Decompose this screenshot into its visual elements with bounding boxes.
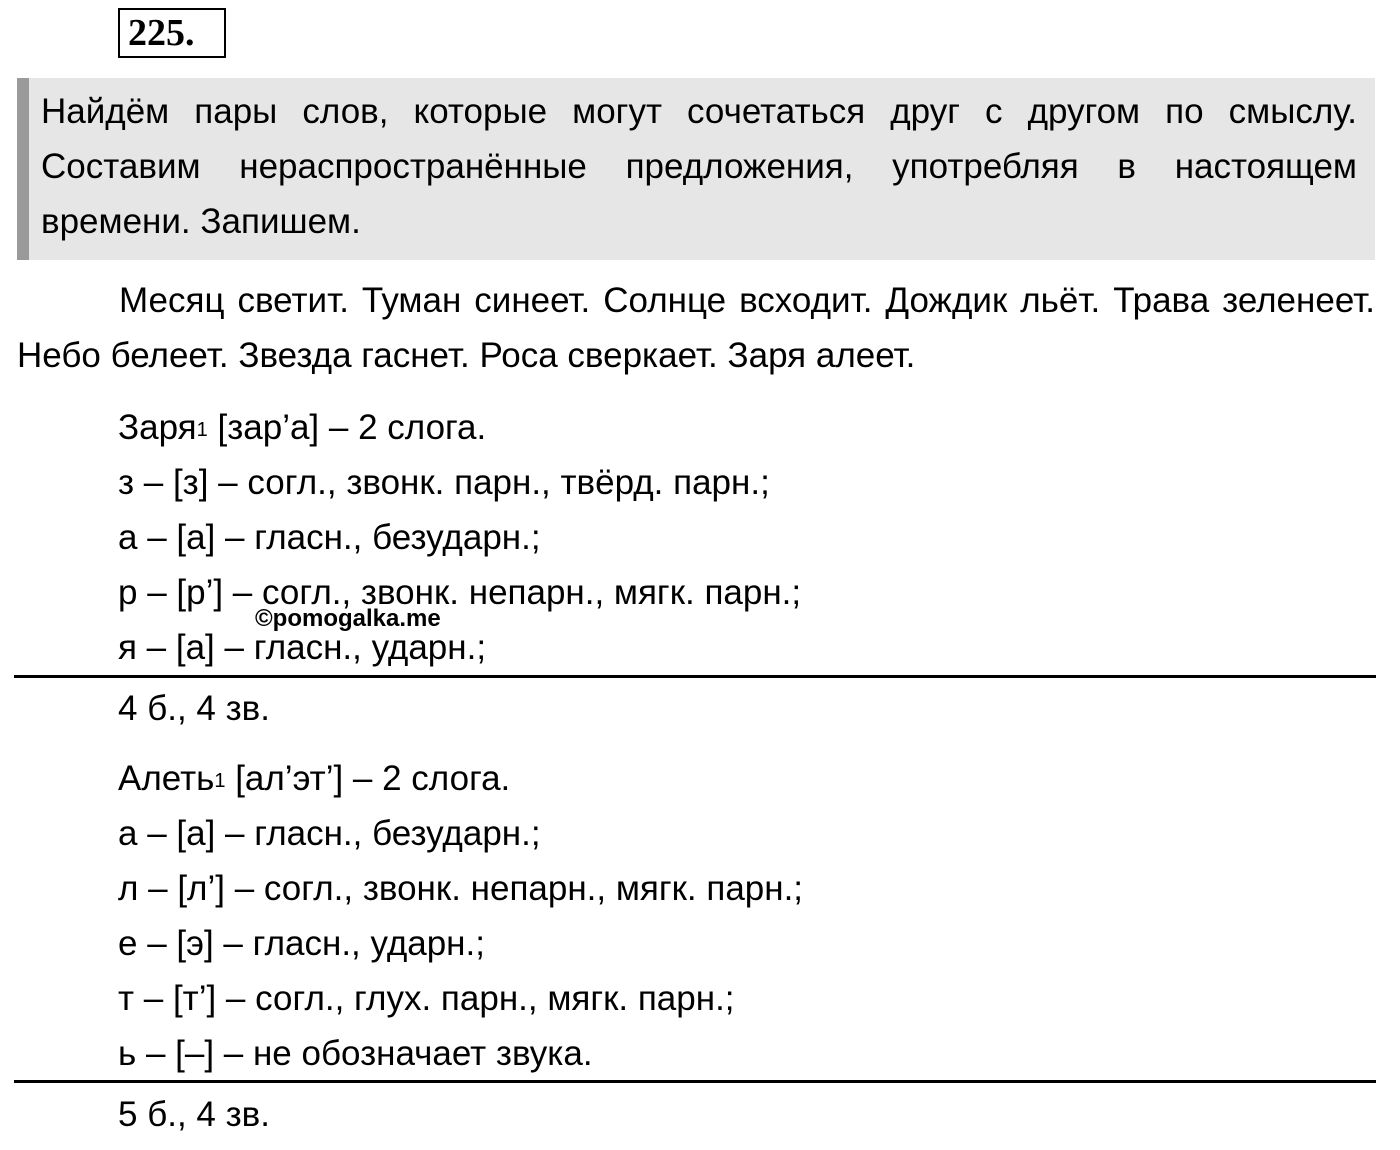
analysis2-transcription: [ал’эт’] – 2 слога. — [225, 759, 511, 798]
task-block — [17, 78, 1375, 260]
exercise-number: 225. — [118, 8, 226, 58]
task-text: Найдём пары слов, которые могут сочетаться друг с другом по смыслу. Составим нераспространённые предложения, употребляя в настоящем времени. Запишем. — [41, 92, 1357, 241]
analysis2-letter-line: л – [л’] – согл., звонк. непарн., мягк. парн.; — [118, 869, 804, 908]
task-accent-bar — [17, 78, 29, 260]
analysis2-letter-line: а – [а] – гласн., безударн.; — [118, 814, 541, 853]
analysis1-letter-line: а – [а] – гласн., безударн.; — [118, 518, 541, 557]
analysis2-word: Алеть — [118, 759, 215, 798]
divider-line — [14, 675, 1376, 678]
analysis1-footnote: 1 — [196, 419, 208, 441]
analysis2-letter-line: ь – [–] – не обозначает звука. — [118, 1034, 593, 1073]
analysis1-letter-line: з – [з] – согл., звонк. парн., твёрд. парн.; — [118, 463, 770, 502]
watermark: ©pomogalka.me — [255, 605, 441, 632]
analysis2-heading — [118, 759, 510, 799]
analysis1-heading — [118, 408, 486, 448]
analysis1-letter-line: р – [р’] – согл., звонк. непарн., мягк. парн.; — [118, 573, 802, 612]
analysis1-transcription: [зар’а] – 2 слога. — [207, 408, 487, 447]
analysis1-word: Заря — [118, 408, 197, 447]
answer-paragraph: Месяц светит. Туман синеет. Солнце всходит. Дождик льёт. Трава зеленеет. Небо белеет. Звезда гаснет. Роса сверкает. Заря алеет. — [17, 281, 1375, 375]
analysis1-summary: 4 б., 4 зв. — [118, 689, 270, 728]
analysis2-summary: 5 б., 4 зв. — [118, 1095, 270, 1134]
analysis2-footnote: 1 — [214, 770, 226, 792]
analysis2-letter-line: е – [э] – гласн., ударн.; — [118, 924, 485, 963]
analysis2-letter-line: т – [т’] – согл., глух. парн., мягк. парн.; — [118, 979, 735, 1018]
divider-line — [14, 1080, 1376, 1083]
analysis1-letter-line: я – [а] – гласн., ударн.; — [118, 628, 487, 667]
